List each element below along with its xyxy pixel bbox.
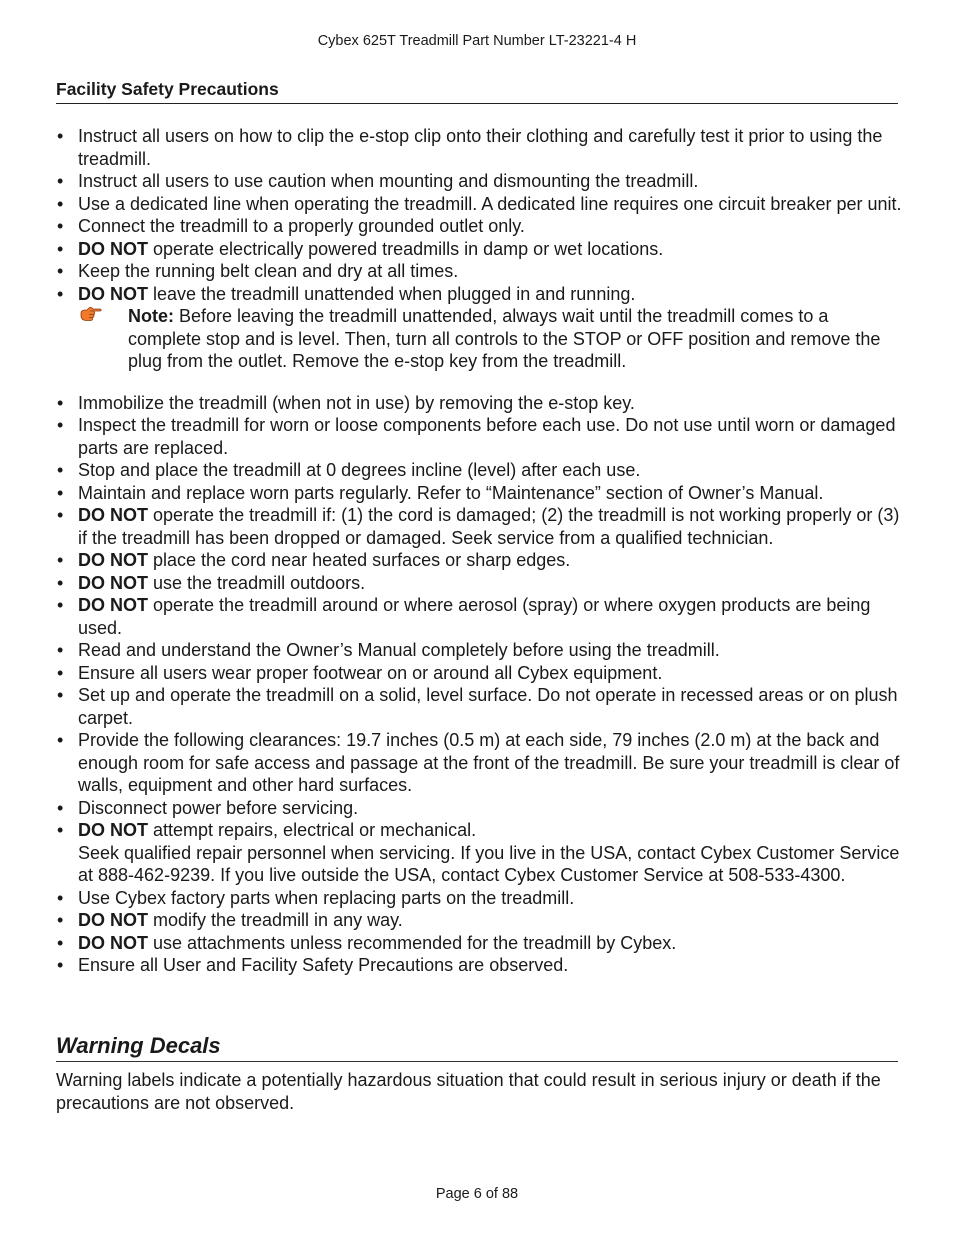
list-item <box>56 819 902 842</box>
list-item-text: Connect the treadmill to a properly grounded outlet only. <box>78 216 525 236</box>
note-block <box>56 305 902 373</box>
list-item <box>56 662 902 685</box>
warning-decals-heading: Warning Decals <box>56 1033 898 1062</box>
do-not-label: DO NOT <box>78 595 148 615</box>
list-item-text: Inspect the treadmill for worn or loose components before each use. Do not use until worn or damaged parts are replaced. <box>78 415 896 458</box>
do-not-label: DO NOT <box>78 283 148 304</box>
list-item-text: Keep the running belt clean and dry at all times. <box>78 261 459 281</box>
list-item <box>56 392 902 415</box>
list-item-text: modify the treadmill in any way. <box>148 910 403 930</box>
list-item-text: Maintain and replace worn parts regularly. Refer to “Maintenance” section of Owner’s Manual. <box>78 482 824 503</box>
list-item-text: operate the treadmill around or where aerosol (spray) or where oxygen products are being used. <box>78 595 871 638</box>
list-item <box>56 215 902 238</box>
list-item-text: use attachments unless recommended for the treadmill by Cybex. <box>148 932 677 953</box>
do-not-label: DO NOT <box>78 820 148 840</box>
precautions-list-part-a <box>56 125 902 305</box>
list-item <box>56 594 902 639</box>
list-item <box>56 954 902 977</box>
page-header: Cybex 625T Treadmill Part Number LT-23221-4 H <box>317 33 637 49</box>
pointing-hand-icon <box>80 305 102 323</box>
do-not-label: DO NOT <box>78 910 148 930</box>
list-item-text: attempt repairs, electrical or mechanical. <box>148 820 477 840</box>
list-item <box>56 909 902 932</box>
list-item-text: place the cord near heated surfaces or sharp edges. <box>148 550 571 570</box>
do-not-label: DO NOT <box>78 550 148 570</box>
warning-decals-text: Warning labels indicate a potentially hazardous situation that could result in serious injury or death if the precautions are not observed. <box>56 1070 881 1113</box>
list-item-text: Disconnect power before servicing. <box>78 797 359 818</box>
list-item-text: Read and understand the Owner’s Manual completely before using the treadmill. <box>78 640 720 660</box>
list-item <box>56 572 902 595</box>
list-item <box>56 238 902 261</box>
note-text: Before leaving the treadmill unattended, always wait until the treadmill comes to a complete stop and is level. Then, turn all controls to the STOP or OFF position and remove the plug from the outlet. Remove the e-stop key from the treadmill. <box>128 306 881 371</box>
section-title: Facility Safety Precautions <box>56 79 898 104</box>
list-item <box>56 729 902 797</box>
do-not-label: DO NOT <box>78 505 148 525</box>
list-item-text: Ensure all User and Facility Safety Precautions are observed. <box>78 955 569 975</box>
list-item <box>56 842 902 887</box>
list-item <box>56 193 902 216</box>
list-item <box>56 887 902 910</box>
list-item-text: use the treadmill outdoors. <box>148 572 366 593</box>
do-not-label: DO NOT <box>78 932 148 953</box>
list-item-text: operate the treadmill if: (1) the cord is damaged; (2) the treadmill is not working properly or (3) if the treadmill has been dropped or damaged. Seek service from a qualified technician. <box>78 505 900 548</box>
list-item-text: Immobilize the treadmill (when not in use) by removing the e-stop key. <box>78 392 635 413</box>
list-item <box>56 482 902 505</box>
list-item <box>56 639 902 662</box>
precautions-list <box>56 125 902 977</box>
do-not-label: DO NOT <box>78 572 148 593</box>
precautions-list-part-b <box>56 392 902 977</box>
list-item-text: Stop and place the treadmill at 0 degrees incline (level) after each use. <box>78 460 641 480</box>
list-item-text: Use Cybex factory parts when replacing parts on the treadmill. <box>78 887 575 908</box>
page-footer: Page 6 of 88 <box>435 1186 519 1202</box>
list-item <box>56 932 902 955</box>
list-item <box>56 459 902 482</box>
list-item-text: Set up and operate the treadmill on a solid, level surface. Do not operate in recessed areas or on plush carpet. <box>78 685 898 728</box>
list-item-text: Instruct all users on how to clip the e-stop clip onto their clothing and carefully test it prior to using the treadmill. <box>78 126 883 169</box>
list-item-text: Provide the following clearances: 19.7 inches (0.5 m) at each side, 79 inches (2.0 m) at the back and enough room for safe access and passage at the front of the treadmill. Be sure your treadmill is clear of walls, equipment and other hard surfaces. <box>78 730 900 795</box>
list-item <box>56 797 902 820</box>
list-item <box>56 170 902 193</box>
list-item <box>56 283 902 306</box>
list-item-text: Ensure all users wear proper footwear on or around all Cybex equipment. <box>78 662 663 683</box>
list-item <box>56 125 902 170</box>
list-item-text: Seek qualified repair personnel when servicing. If you live in the USA, contact Cybex Customer Service at 888-462-9239. If you live outside the USA, contact Cybex Customer Service at 508-533-4300. <box>78 842 900 885</box>
list-item <box>56 504 902 549</box>
list-item <box>56 260 902 283</box>
list-item-text: operate electrically powered treadmills in damp or wet locations. <box>148 238 664 259</box>
do-not-label: DO NOT <box>78 238 148 259</box>
list-item-text: leave the treadmill unattended when plugged in and running. <box>148 283 636 304</box>
list-item <box>56 549 902 572</box>
note-label: Note: <box>128 306 174 326</box>
list-item <box>56 414 902 459</box>
list-item-text: Instruct all users to use caution when mounting and dismounting the treadmill. <box>78 171 699 191</box>
list-item <box>56 684 902 729</box>
list-item-text: Use a dedicated line when operating the treadmill. A dedicated line requires one circuit breaker per unit. <box>78 193 902 214</box>
